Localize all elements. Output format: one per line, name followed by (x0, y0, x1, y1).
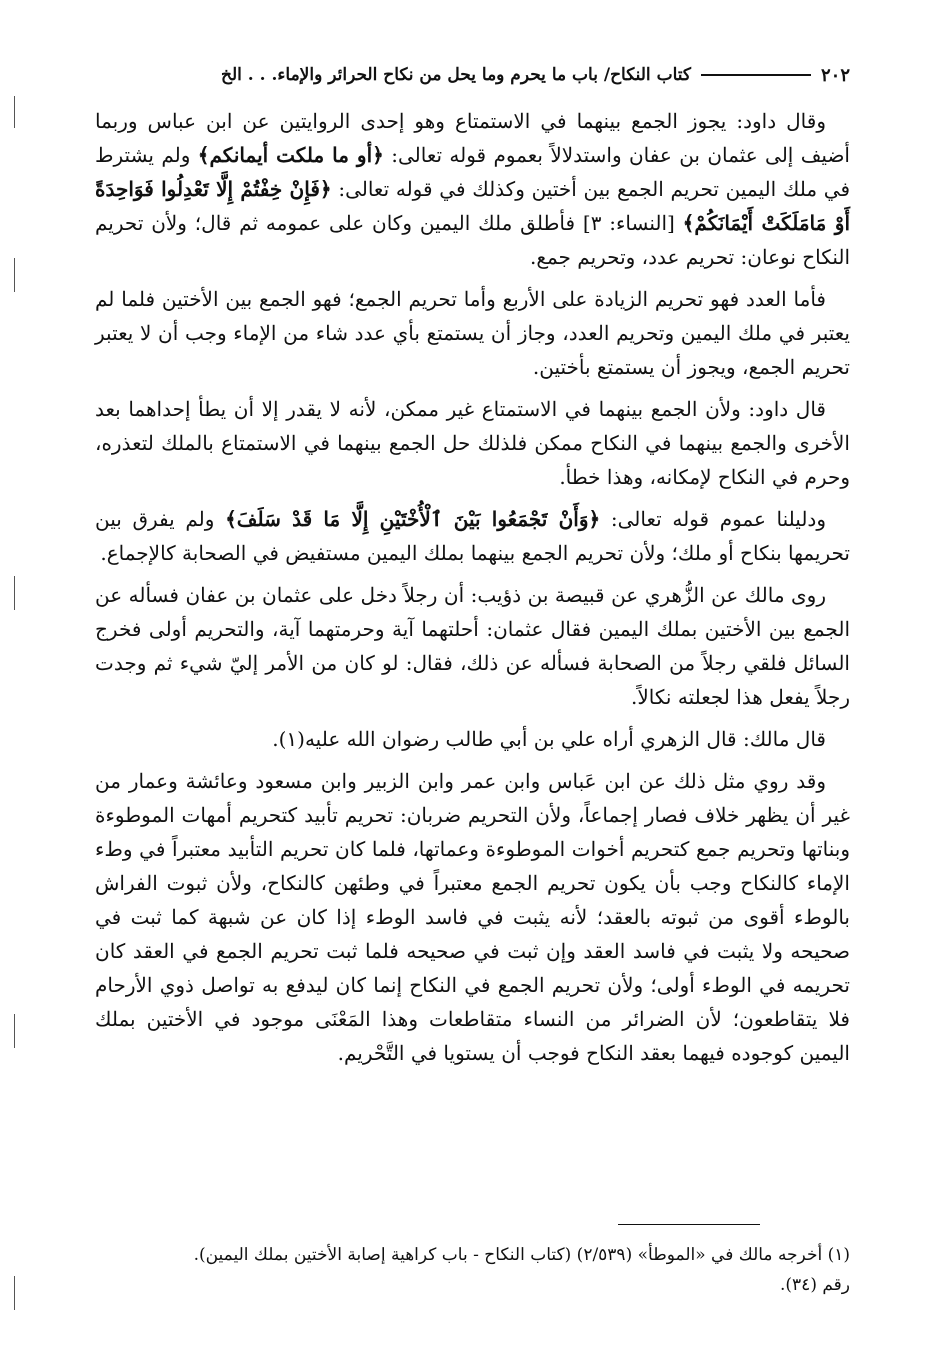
paragraph (95, 392, 850, 494)
paragraph-text: [النساء: ٣] فأطلق ملك اليمين وكان على عمومه ثم قال؛ ولأن تحريم النكاح نوعان: تحريم عدد، وتحريم جمع. (95, 211, 850, 269)
quran-verse: ﴿أو ما ملكت أيمانكم﴾ (197, 143, 384, 167)
paragraph (95, 104, 850, 274)
margin-mark (14, 1276, 15, 1310)
paragraph-text: روى مالك عن الزُّهري عن قبيصة بن ذؤيب: أن رجلاً دخل على عثمان بن عفان فسأله عن الجمع بين الأختين بملك اليمين فقال عثمان: أحلتهما آية وحرمتهما آية، والتحريم أولى فخرج السائل فلقي رجلاً من الصحابة فسأله عن ذلك، فقال: لو كان من الأمر إليّ شيء ثم وجدت رجلاً يفعل هذا لجعلته نكالاً. (95, 583, 850, 709)
paragraph-text: قال مالك: قال الزهري أراه علي بن أبي طالب رضوان الله عليه(١). (272, 727, 826, 751)
paragraph (95, 282, 850, 384)
paragraph (95, 764, 850, 1070)
paragraph-text: وقال داود: يجوز الجمع بينهما في الاستمتاع وهو إحدى الروايتين عن ابن عباس وربما أضيف إلى عثمان بن عفان واستدلالاً بعموم قوله تعالى: (95, 109, 850, 167)
paragraph-text: ولم يفرق بين تحريمها بنكاح أو ملك؛ ولأن تحريم الجمع بينهما بملك اليمين مستفيض في الصحابة كالإجماع. (95, 507, 850, 565)
footnote-rule (618, 1224, 760, 1225)
footnotes (95, 1240, 850, 1300)
paragraph-text: فأما العدد فهو تحريم الزيادة على الأربع وأما تحريم الجمع؛ فهو الجمع بين الأختين فلما لم يعتبر في ملك اليمين وتحريم العدد، وجاز أن يستمتع بأي عدد شاء من الإماء وجب أن لا يعتبر تحريم الجمع، ويجوز أن يستمتع بأختين. (95, 287, 850, 379)
margin-mark (14, 258, 15, 292)
paragraph (95, 578, 850, 714)
header-rule (701, 74, 811, 76)
margin-mark (14, 576, 15, 610)
paragraph-text: ودليلنا عموم قوله تعالى: (600, 507, 826, 531)
page-number: ٢٠٢ (820, 64, 850, 86)
paragraph-text: ولم يشترط في ملك اليمين تحريم الجمع بين أختين وكذلك في قوله تعالى: (95, 143, 851, 201)
quran-verse: ﴿وَأَنْ تَجْمَعُوا بَيْنَ ٱلْأُخْتَيْنِ إِلَّا مَا قَدْ سَلَفَ﴾ (225, 507, 601, 531)
paragraph (95, 722, 850, 756)
paragraph (95, 502, 850, 570)
running-title: كتاب النكاح/ باب ما يحرم وما يحل من نكاح الحرائر والإماء. . . الخ (221, 65, 691, 85)
margin-mark (14, 1014, 15, 1048)
page-header (95, 58, 850, 92)
page (95, 58, 850, 1078)
paragraph-text: قال داود: ولأن الجمع بينهما في الاستمتاع غير ممكن، لأنه لا يقدر إلا أن يطأ إحداهما بعد الأخرى والجمع بينهما في النكاح ممكن فلذلك حل الجمع بينهما في الاستمتاع بالملك لتعذره، وحرم في النكاح لإمكانه، وهذا خطأ. (95, 397, 850, 489)
margin-mark (14, 96, 15, 128)
footnote-1-continuation: رقم (٣٤). (780, 1275, 850, 1295)
main-text (95, 104, 850, 1070)
quran-verse: ﴿فَإِنْ خِفْتُمْ إِلَّا تَعْدِلُوا فَوَاحِدَةً أَوْ مَامَلَكَتْ أَيْمَانَكُمْ﴾ (95, 177, 851, 235)
paragraph-text: وقد روي مثل ذلك عن ابن عَباس وابن عمر وابن الزبير وابن مسعود وعائشة وعمار من غير أن يظهر خلاف فصار إجماعاً، ولأن التحريم ضربان: تحريم تأبيد كتحريم أمهات الموطوءة وبناتها وتحريم جمع كتحريم أخوات الموطوءة وعماتها، فلما كان تحريم التأبيد معتبراً في وطء الإماء كالنكاح وجب بأن يكون تحريم الجمع معتبراً في وطئهن كالنكاح، ولأن ثبوت الفراش بالوطء أقوى من ثبوته بالعقد؛ لأنه يثبت في فاسد الوطء إذا كان عن شبهة كما ثبت في صحيحه ولا يثبت في فاسد العقد وإن ثبت في صحيحه فلما ثبت تحريم الجمع في العقد كان تحريمه في الوطء أولى؛ ولأن تحريم الجمع في النكاح إنما كان ليدفع به تواصل ذوي الأرحام فلا يتقاطعون؛ لأن الضرائر من النساء متقاطعات وهذا المَعْنَى موجود في الأختين بملك اليمين كوجوده فيهما بعقد النكاح فوجب أن يستويا في التَّحْريم. (95, 769, 850, 1065)
footnote-1: (١) أخرجه مالك في «الموطأ» (٢/٥٣٩) (كتاب النكاح - باب كراهية إصابة الأختين بملك اليمين). (193, 1245, 850, 1265)
